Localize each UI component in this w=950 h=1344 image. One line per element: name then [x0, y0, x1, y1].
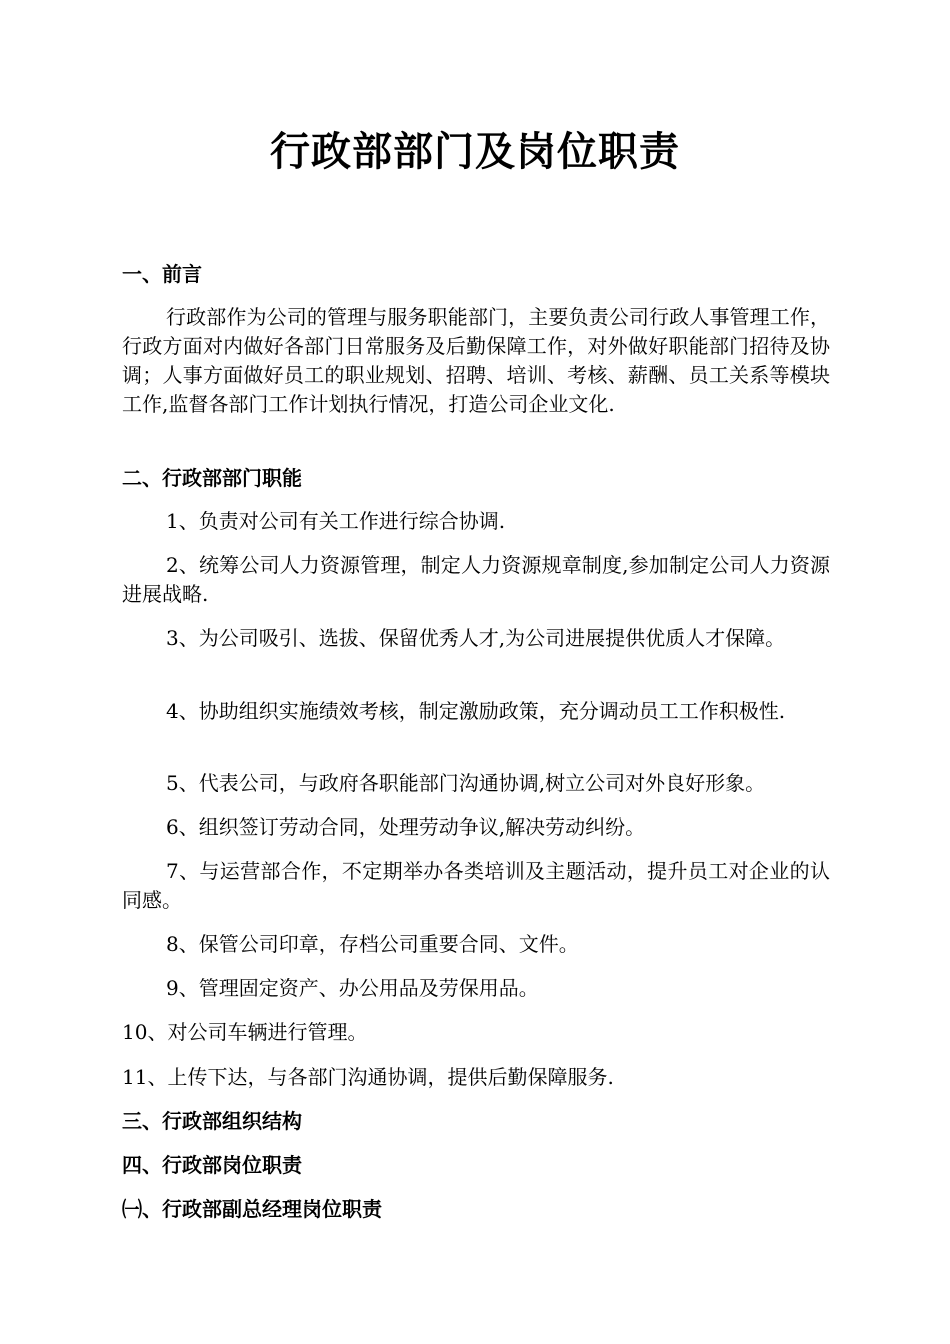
- function-item-2: 2、统筹公司人力资源管理，制定人力资源规章制度,参加制定公司人力资源进展战略.: [122, 553, 830, 606]
- preface-paragraph: 行政部作为公司的管理与服务职能部门，主要负责公司行政人事管理工作，行政方面对内做好各部门日常服务及后勤保障工作，对外做好职能部门招待及协调；人事方面做好员工的职业规划、招聘、培训、考核、薪酬、员工关系等模块工作,监督各部门工作计划执行情况，打造公司企业文化.: [122, 305, 830, 416]
- function-item-5: 5、代表公司，与政府各职能部门沟通协调,树立公司对外良好形象。: [166, 771, 766, 795]
- function-item-9: 9、管理固定资产、办公用品及劳保用品。: [166, 976, 539, 1000]
- section-heading-preface: 一、前言: [122, 262, 202, 286]
- function-item-11: 11、上传下达，与各部门沟通协调，提供后勤保障服务.: [122, 1065, 614, 1089]
- subsection-heading-deputy-gm: ㈠、行政部副总经理岗位职责: [122, 1197, 382, 1221]
- section-heading-org-structure: 三、行政部组织结构: [122, 1109, 302, 1133]
- function-item-7: 7、与运营部合作，不定期举办各类培训及主题活动，提升员工对企业的认同感。: [122, 859, 830, 912]
- section-heading-job-duties: 四、行政部岗位职责: [122, 1153, 302, 1177]
- function-item-1: 1、负责对公司有关工作进行综合协调.: [166, 509, 506, 533]
- function-item-6: 6、组织签订劳动合同，处理劳动争议,解决劳动纠纷。: [166, 815, 646, 839]
- document-title: 行政部部门及岗位职责: [270, 128, 680, 175]
- function-item-8: 8、保管公司印章，存档公司重要合同、文件。: [166, 932, 579, 956]
- function-item-3: 3、为公司吸引、选拔、保留优秀人才,为公司进展提供优质人才保障。: [166, 626, 786, 650]
- function-item-4: 4、协助组织实施绩效考核，制定激励政策，充分调动员工工作积极性.: [166, 699, 786, 723]
- function-item-10: 10、对公司车辆进行管理。: [122, 1020, 368, 1044]
- section-heading-functions: 二、行政部部门职能: [122, 466, 302, 490]
